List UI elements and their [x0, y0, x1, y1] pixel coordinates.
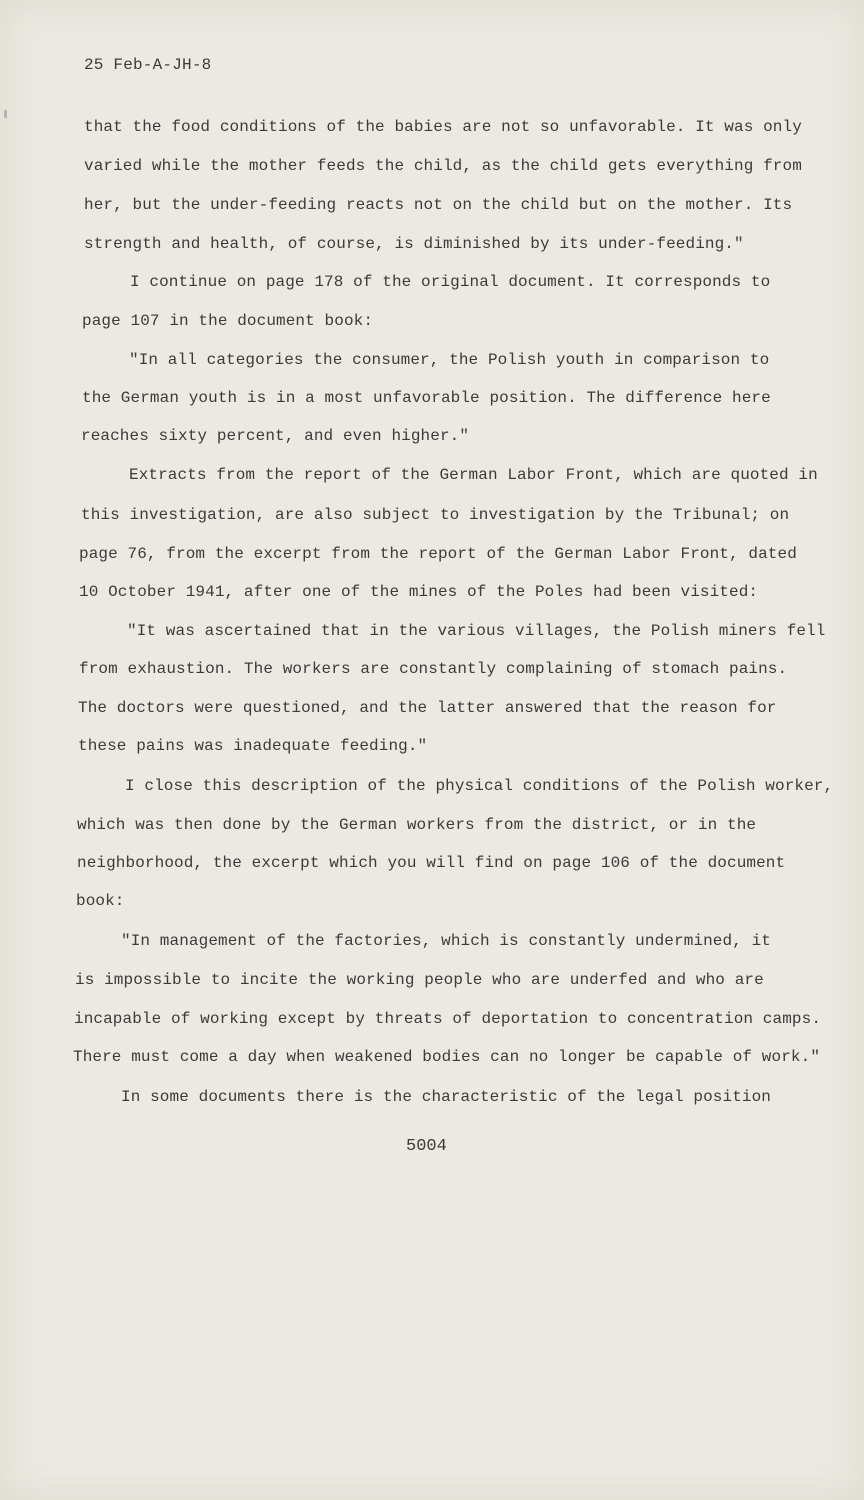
text-line: 10 October 1941, after one of the mines of the Poles had been visited: [79, 583, 759, 601]
text-line: is impossible to incite the working people who are underfed and who are [75, 971, 764, 989]
margin-mark [4, 110, 7, 118]
text-line: the German youth is in a most unfavorable position. The difference here [82, 389, 771, 407]
text-line: these pains was inadequate feeding." [78, 737, 428, 755]
text-line: I continue on page 178 of the original document. It corresponds to [130, 273, 771, 291]
text-line: book: [76, 892, 125, 910]
text-line: The doctors were questioned, and the latter answered that the reason for [78, 699, 777, 717]
text-line: "It was ascertained that in the various villages, the Polish miners fell [127, 622, 826, 640]
text-line: There must come a day when weakened bodies can no longer be capable of work." [73, 1048, 821, 1066]
text-line: reaches sixty percent, and even higher." [81, 427, 470, 445]
document-reference: 25 Feb-A-JH-8 [84, 56, 212, 74]
text-line: page 107 in the document book: [82, 312, 374, 330]
text-line: this investigation, are also subject to investigation by the Tribunal; on [81, 506, 790, 524]
text-line: from exhaustion. The workers are constantly complaining of stomach pains. [79, 660, 788, 678]
page-number: 5004 [406, 1137, 447, 1156]
text-line: varied while the mother feeds the child, as the child gets everything from [84, 157, 802, 175]
text-line: that the food conditions of the babies are not so unfavorable. It was only [84, 118, 802, 136]
text-line: her, but the under-feeding reacts not on the child but on the mother. Its [84, 196, 793, 214]
text-line: incapable of working except by threats of deportation to concentration camps. [74, 1010, 822, 1028]
text-line: page 76, from the excerpt from the report of the German Labor Front, dated [79, 545, 797, 563]
text-line: "In all categories the consumer, the Polish youth in comparison to [129, 351, 770, 369]
text-line: I close this description of the physical conditions of the Polish worker, [125, 777, 834, 795]
text-line: "In management of the factories, which is constantly undermined, it [121, 932, 772, 950]
text-line: Extracts from the report of the German Labor Front, which are quoted in [129, 466, 818, 484]
text-line: which was then done by the German workers from the district, or in the [77, 816, 757, 834]
text-line: neighborhood, the excerpt which you will find on page 106 of the document [77, 854, 786, 872]
text-line: In some documents there is the characteristic of the legal position [121, 1088, 772, 1106]
text-line: strength and health, of course, is diminished by its under-feeding." [84, 235, 744, 253]
